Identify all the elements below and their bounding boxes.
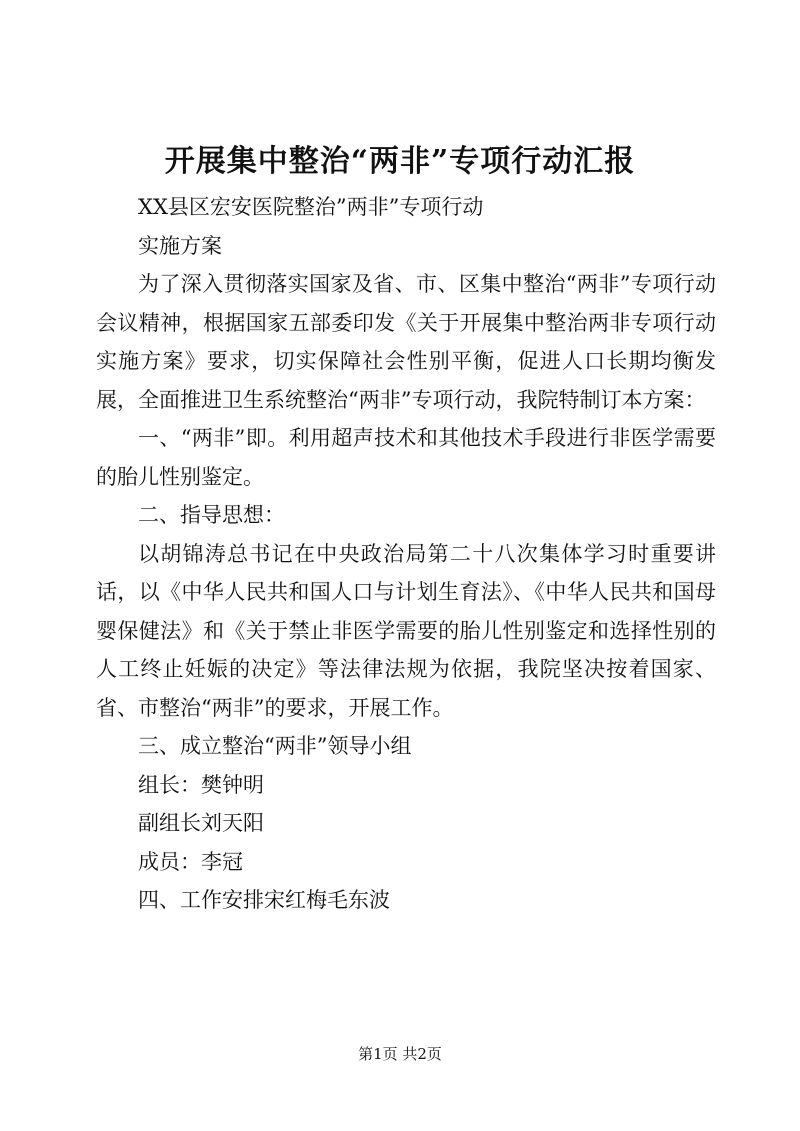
paragraph-introduction: 为了深入贯彻落实国家及省、市、区集中整治“两非”专项行动会议精神，根据国家五部委印发《关于开展集中整治两非专项行动实施方案》要求，切实保障社会性别平衡，促进人口长期均衡发展，全面推进卫生系统整治“两非”专项行动，我院特制订本方案： — [96, 272, 716, 412]
paragraph-group-leader: 组长：樊钟明 — [138, 772, 264, 797]
document-body — [96, 188, 716, 920]
paragraph-members: 成员：李冠 — [138, 849, 243, 874]
paragraph-guiding-thought: 以胡锦涛总书记在中央政治局第二十八次集体学习时重要讲话，以《中华人民共和国人口与计划生育法》、《中华人民共和国母婴保健法》和《关于禁止非医学需要的胎儿性别鉴定和选择性别的人工终止妊娠的决定》等法律法规为依据，我院坚决按着国家、省、市整治“两非”的要求，开展工作。 — [96, 541, 716, 720]
page-number-footer: 第1页 共2页 — [358, 1045, 442, 1063]
paragraph-section-one: 一、“两非”即。利用超声技术和其他技术手段进行非医学需要的胎儿性别鉴定。 — [96, 426, 716, 489]
paragraph-deputy-leader: 副组长刘天阳 — [138, 811, 264, 835]
paragraph-section-three-heading: 三、成立整治“两非”领导小组 — [138, 734, 412, 758]
paragraph-section-two-heading: 二、指导思想： — [138, 503, 285, 527]
paragraph-section-four-heading: 四、工作安排宋红梅毛东波 — [138, 888, 390, 912]
document-title: 开展集中整治“两非”专项行动汇报 — [164, 144, 636, 179]
paragraph-plan-heading: 实施方案 — [138, 233, 222, 258]
paragraph-hospital-line: XX县区宏安医院整治”两非”专项行动 — [138, 195, 484, 219]
